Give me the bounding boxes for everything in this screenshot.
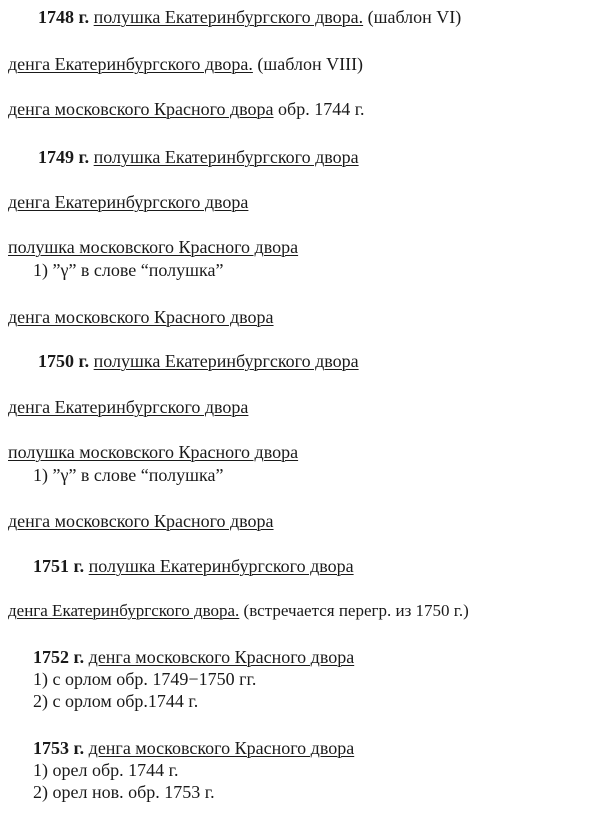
entry-1749-polushka-msk (8, 236, 298, 258)
coin-note: обр. 1744 г. (278, 99, 365, 119)
coin-title: денга Екатеринбургского двора (8, 192, 249, 212)
entry-1752-variant-2: 2) с орлом обр.1744 г. (33, 691, 199, 711)
entry-1749-heading (38, 146, 359, 168)
coin-title: денга московского Красного двора (8, 99, 274, 119)
coin-title: полушка московского Красного двора (8, 442, 299, 462)
year-label: 1752 г. (33, 647, 85, 667)
coin-title: полушка Екатеринбургского двора (88, 556, 354, 576)
coin-title: полушка Екатеринбургского двора (93, 351, 359, 371)
coin-title: денга московского Красного двора (88, 647, 355, 667)
year-label: 1751 г. (33, 556, 85, 576)
entry-1750-denga-msk (8, 510, 274, 532)
coin-title: денга московского Красного двора (8, 511, 274, 531)
entry-1750-variant-1: 1) ”γ” в слове “полушка” (33, 465, 224, 485)
coin-note: (встречается перегр. из 1750 г.) (243, 601, 469, 620)
coin-note: (шаблон VIII) (257, 54, 364, 74)
entry-1753-variant-1: 1) орел обр. 1744 г. (33, 760, 179, 780)
year-label: 1748 г. (38, 7, 90, 27)
entry-1753-variant-2: 2) орел нов. обр. 1753 г. (33, 782, 215, 802)
coin-title: денга Екатеринбургского двора. (8, 601, 240, 620)
entry-1748-heading (38, 6, 461, 28)
coin-title: денга московского Красного двора (8, 307, 274, 327)
coin-title: денга Екатеринбургского двора. (8, 54, 253, 74)
entry-1750-heading (38, 350, 359, 372)
coin-title: денга Екатеринбургского двора (8, 397, 249, 417)
entry-1753-heading (33, 737, 354, 759)
entry-1752-variant-1: 1) с орлом обр. 1749−1750 гг. (33, 669, 257, 689)
year-label: 1749 г. (38, 147, 90, 167)
year-label: 1750 г. (38, 351, 90, 371)
year-label: 1753 г. (33, 738, 85, 758)
coin-title: денга московского Красного двора (88, 738, 355, 758)
entry-1749-denga (8, 191, 248, 213)
coin-note: (шаблон VI) (367, 7, 462, 27)
entry-1749-denga-msk (8, 306, 274, 328)
entry-1752-heading (33, 646, 354, 668)
entry-1748-denga (8, 53, 363, 75)
entry-1750-denga (8, 396, 248, 418)
entry-1748-denga-msk (8, 98, 365, 120)
coin-title: полушка Екатеринбургского двора (93, 147, 359, 167)
entry-1749-variant-1: 1) ”γ” в слове “полушка” (33, 260, 224, 280)
coin-title: полушка Екатеринбургского двора. (93, 7, 364, 27)
entry-1751-heading (33, 555, 354, 577)
entry-1751-denga (8, 600, 469, 622)
entry-1750-polushka-msk (8, 441, 298, 463)
coin-title: полушка московского Красного двора (8, 237, 299, 257)
